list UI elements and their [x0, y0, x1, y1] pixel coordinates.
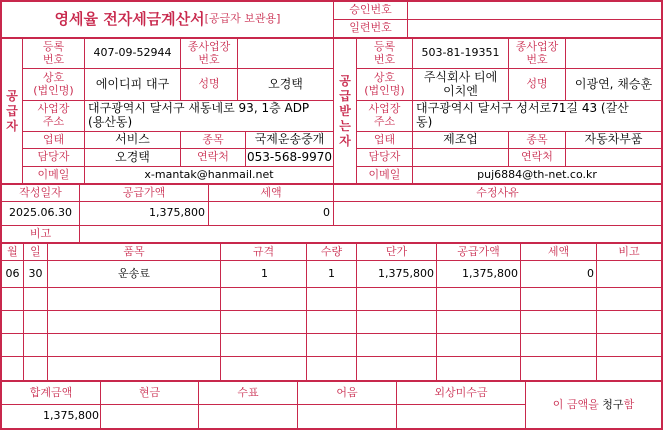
supplier-item: 국제운송중개 — [254, 132, 325, 147]
summary-supply-amount: 1,375,800 — [149, 206, 205, 220]
payment-cash — [101, 405, 198, 428]
summary-supply-header: 공급가액 — [122, 185, 166, 199]
buyer-company-label: 상호 (법인명) — [364, 70, 405, 97]
item-note — [597, 261, 661, 287]
items-header-note: 비고 — [618, 244, 640, 258]
supplier-rep-label: 성명 — [198, 77, 220, 91]
buyer-email-label: 이메일 — [368, 167, 401, 181]
supplier-branch-label: 종사업장 번호 — [187, 39, 231, 66]
item-qty: 1 — [328, 266, 335, 280]
buyer-item-label: 종목 — [526, 132, 548, 146]
supplier-address-label: 사업장 주소 — [37, 102, 70, 128]
item-month: 06 — [5, 266, 20, 280]
buyer-biztype-label: 업태 — [373, 132, 396, 146]
approval-number-label: 승인번호 — [349, 2, 392, 16]
items-header-month: 월 — [7, 244, 18, 258]
summary-reason — [334, 202, 661, 225]
items-header-qty: 수량 — [320, 244, 343, 258]
buyer-reg-no: 503-81-19351 — [421, 46, 500, 60]
supplier-address: 대구광역시 달서구 새동네로 93, 1층 ADP (용산동) — [88, 101, 310, 129]
buyer-rep-label: 성명 — [526, 77, 548, 91]
supplier-email-label: 이메일 — [37, 167, 70, 181]
supplier-company-label: 상호 (법인명) — [33, 70, 74, 97]
supplier-contact-label: 담당자 — [37, 150, 70, 164]
remark-value — [80, 226, 661, 242]
supplier-rep: 오경택 — [268, 76, 303, 91]
supplier-reg-no: 407-09-52944 — [93, 46, 172, 60]
summary-tax: 0 — [323, 206, 330, 220]
buyer-item: 자동차부품 — [584, 132, 643, 147]
buyer-contact-label: 담당자 — [368, 150, 401, 164]
buyer-rep: 이광연, 채승훈 — [574, 76, 653, 91]
serial-number-label: 일련번호 — [349, 21, 392, 35]
supplier-company: 에이디피 대구 — [95, 76, 170, 91]
buyer-branch-label: 종사업장 번호 — [515, 39, 559, 66]
title-sub: [공급자 보관용] — [204, 12, 281, 26]
supplier-item-label: 종목 — [202, 132, 224, 146]
supplier-side-label: 공 급 자 — [6, 88, 18, 133]
payment-total-header: 합계금액 — [29, 385, 73, 399]
claim-statement — [526, 382, 661, 428]
supplier-biztype: 서비스 — [115, 132, 150, 147]
item-day: 30 — [28, 266, 43, 280]
buyer-address: 대구광역시 달서구 성서로71길 43 (갈산 동) — [416, 101, 629, 129]
item-tax: 0 — [587, 266, 594, 280]
claim-suffix: 함 — [623, 397, 635, 411]
buyer-side-label: 공 급 받 는 자 — [339, 73, 351, 148]
claim-prefix: 이 금액을 — [552, 397, 599, 411]
payment-check-header: 수표 — [237, 385, 259, 399]
document-title — [2, 2, 333, 37]
summary-date-header: 작성일자 — [19, 185, 62, 199]
items-header-name: 품목 — [123, 244, 145, 258]
supplier-biztype-label: 업태 — [42, 132, 65, 146]
items-header-unit-price: 단가 — [385, 244, 408, 258]
supplier-reg-no-label: 등록 번호 — [42, 39, 65, 66]
supplier-phone-label: 연락처 — [197, 150, 229, 164]
item-name: 운송료 — [118, 266, 150, 280]
item-unit-price: 1,375,800 — [378, 266, 434, 280]
approval-number-value — [408, 1, 661, 19]
serial-number-value — [408, 20, 661, 37]
payment-credit — [397, 405, 525, 428]
buyer-address-label: 사업장 주소 — [368, 102, 401, 128]
payment-check — [199, 405, 297, 428]
payment-total: 1,375,800 — [43, 409, 99, 423]
items-header-tax: 세액 — [547, 244, 570, 258]
buyer-email: puj6884@th-net.co.kr — [477, 167, 597, 181]
buyer-branch — [566, 39, 661, 68]
supplier-email: x-mantak@hanmail.net — [144, 167, 274, 181]
item-supply: 1,375,800 — [462, 266, 518, 280]
supplier-contact: 오경택 — [115, 149, 150, 164]
payment-cash-header: 현금 — [138, 385, 161, 399]
items-header-supply: 공급가액 — [457, 244, 500, 258]
buyer-company: 주식회사 티에 이치엔 — [423, 69, 498, 98]
buyer-phone-label: 연락처 — [521, 150, 553, 164]
summary-reason-header: 수정사유 — [476, 185, 519, 199]
payment-note-bill-header: 어음 — [336, 385, 358, 399]
claim-word: 청구 — [602, 397, 624, 411]
remark-label: 비고 — [29, 226, 52, 240]
summary-tax-header: 세액 — [260, 185, 282, 199]
payment-note-bill — [298, 405, 396, 428]
supplier-phone: 053-568-9970 — [246, 149, 332, 164]
buyer-biztype: 제조업 — [443, 132, 478, 147]
buyer-reg-no-label: 등록 번호 — [373, 39, 396, 66]
buyer-phone — [566, 149, 661, 166]
title-main: 영세율 전자세금계산서 — [54, 9, 205, 28]
supplier-branch — [238, 39, 333, 68]
buyer-contact — [413, 149, 508, 166]
item-spec: 1 — [261, 266, 268, 280]
items-header-spec: 규격 — [252, 244, 275, 258]
items-header-day: 일 — [30, 244, 41, 258]
summary-date: 2025.06.30 — [9, 206, 72, 220]
payment-credit-header: 외상미수금 — [434, 385, 488, 399]
